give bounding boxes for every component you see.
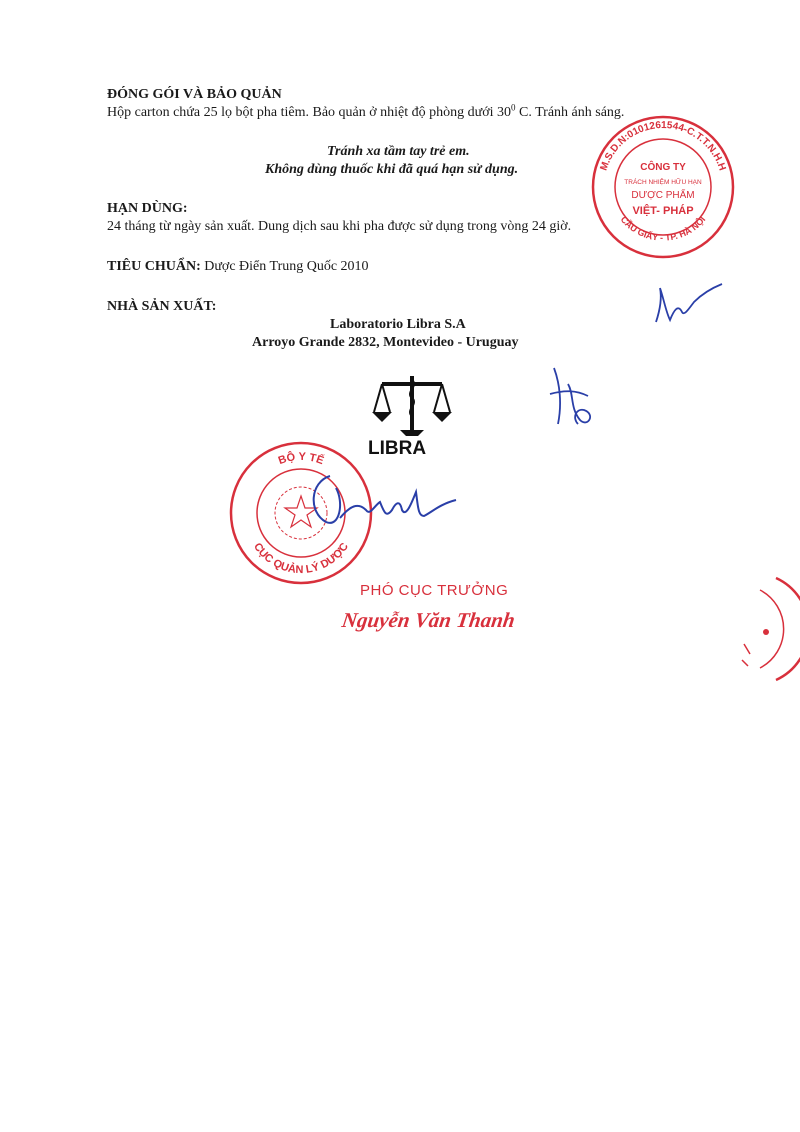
expiry-text: 24 tháng từ ngày sản xuất. Dung dịch sau khi pha được sử dụng trong vòng 24 giờ. [107, 219, 572, 234]
standard-text: Dược Điển Trung Quốc 2010 [200, 259, 369, 274]
libra-logo-text: LIBRA [368, 438, 427, 459]
standard-heading: TIÊU CHUẨN: [107, 259, 201, 274]
packaging-heading: ĐÓNG GÓI VÀ BẢO QUẢN [107, 87, 282, 102]
standard-line [107, 258, 369, 276]
company-stamp [588, 112, 738, 262]
signature-main [300, 462, 460, 542]
manufacturer-address: Arroyo Grande 2832, Montevideo - Uruguay [252, 335, 519, 350]
ministry-stamp-top: BỘ Y TẾ [276, 450, 326, 468]
signatory-title: PHÓ CỤC TRƯỞNG [360, 582, 509, 599]
company-stamp-line-2: TRÁCH NHIỆM HỮU HẠN [624, 179, 702, 186]
company-stamp-line-4: VIỆT- PHÁP [632, 205, 694, 217]
company-stamp-line-3: DƯỢC PHẨM [631, 190, 695, 201]
warning-line-2: Không dùng thuốc khi đã quá hạn sử dụng. [265, 162, 519, 177]
ministry-stamp-bottom: CỤC QUẢN LÝ DƯỢC [251, 540, 351, 577]
manufacturer-heading: NHÀ SẢN XUẤT: [107, 299, 217, 314]
libra-logo-icon [372, 372, 452, 438]
company-stamp-line-1: CÔNG TY [640, 162, 686, 173]
signature-middle [540, 364, 610, 434]
signature-top-right [648, 280, 728, 330]
svg-text:CẦU GIẤY - TP. HÀ NỘI [619, 214, 708, 242]
svg-text:CỤC QUẢN LÝ DƯỢC [251, 541, 351, 576]
warning-line-1: Tránh xa tầm tay trẻ em. [327, 144, 470, 159]
signatory-name: Nguyễn Văn Thanh [340, 608, 517, 632]
partial-edge-stamp [736, 574, 800, 684]
company-stamp-ring: M.S.D.N:0101261544-C.T.T.N.H.H [598, 119, 728, 173]
expiry-heading: HẠN DÙNG: [107, 201, 188, 216]
company-stamp-bottom: CẦU GIẤY - TP. HÀ NỘI [618, 214, 708, 243]
packaging-text: Hộp carton chứa 25 lọ bột pha tiêm. Bảo quản ở nhiệt độ phòng dưới $30^0$ C. Tránh ánh sáng. [107, 102, 625, 120]
manufacturer-name: Laboratorio Libra S.A [330, 317, 466, 332]
